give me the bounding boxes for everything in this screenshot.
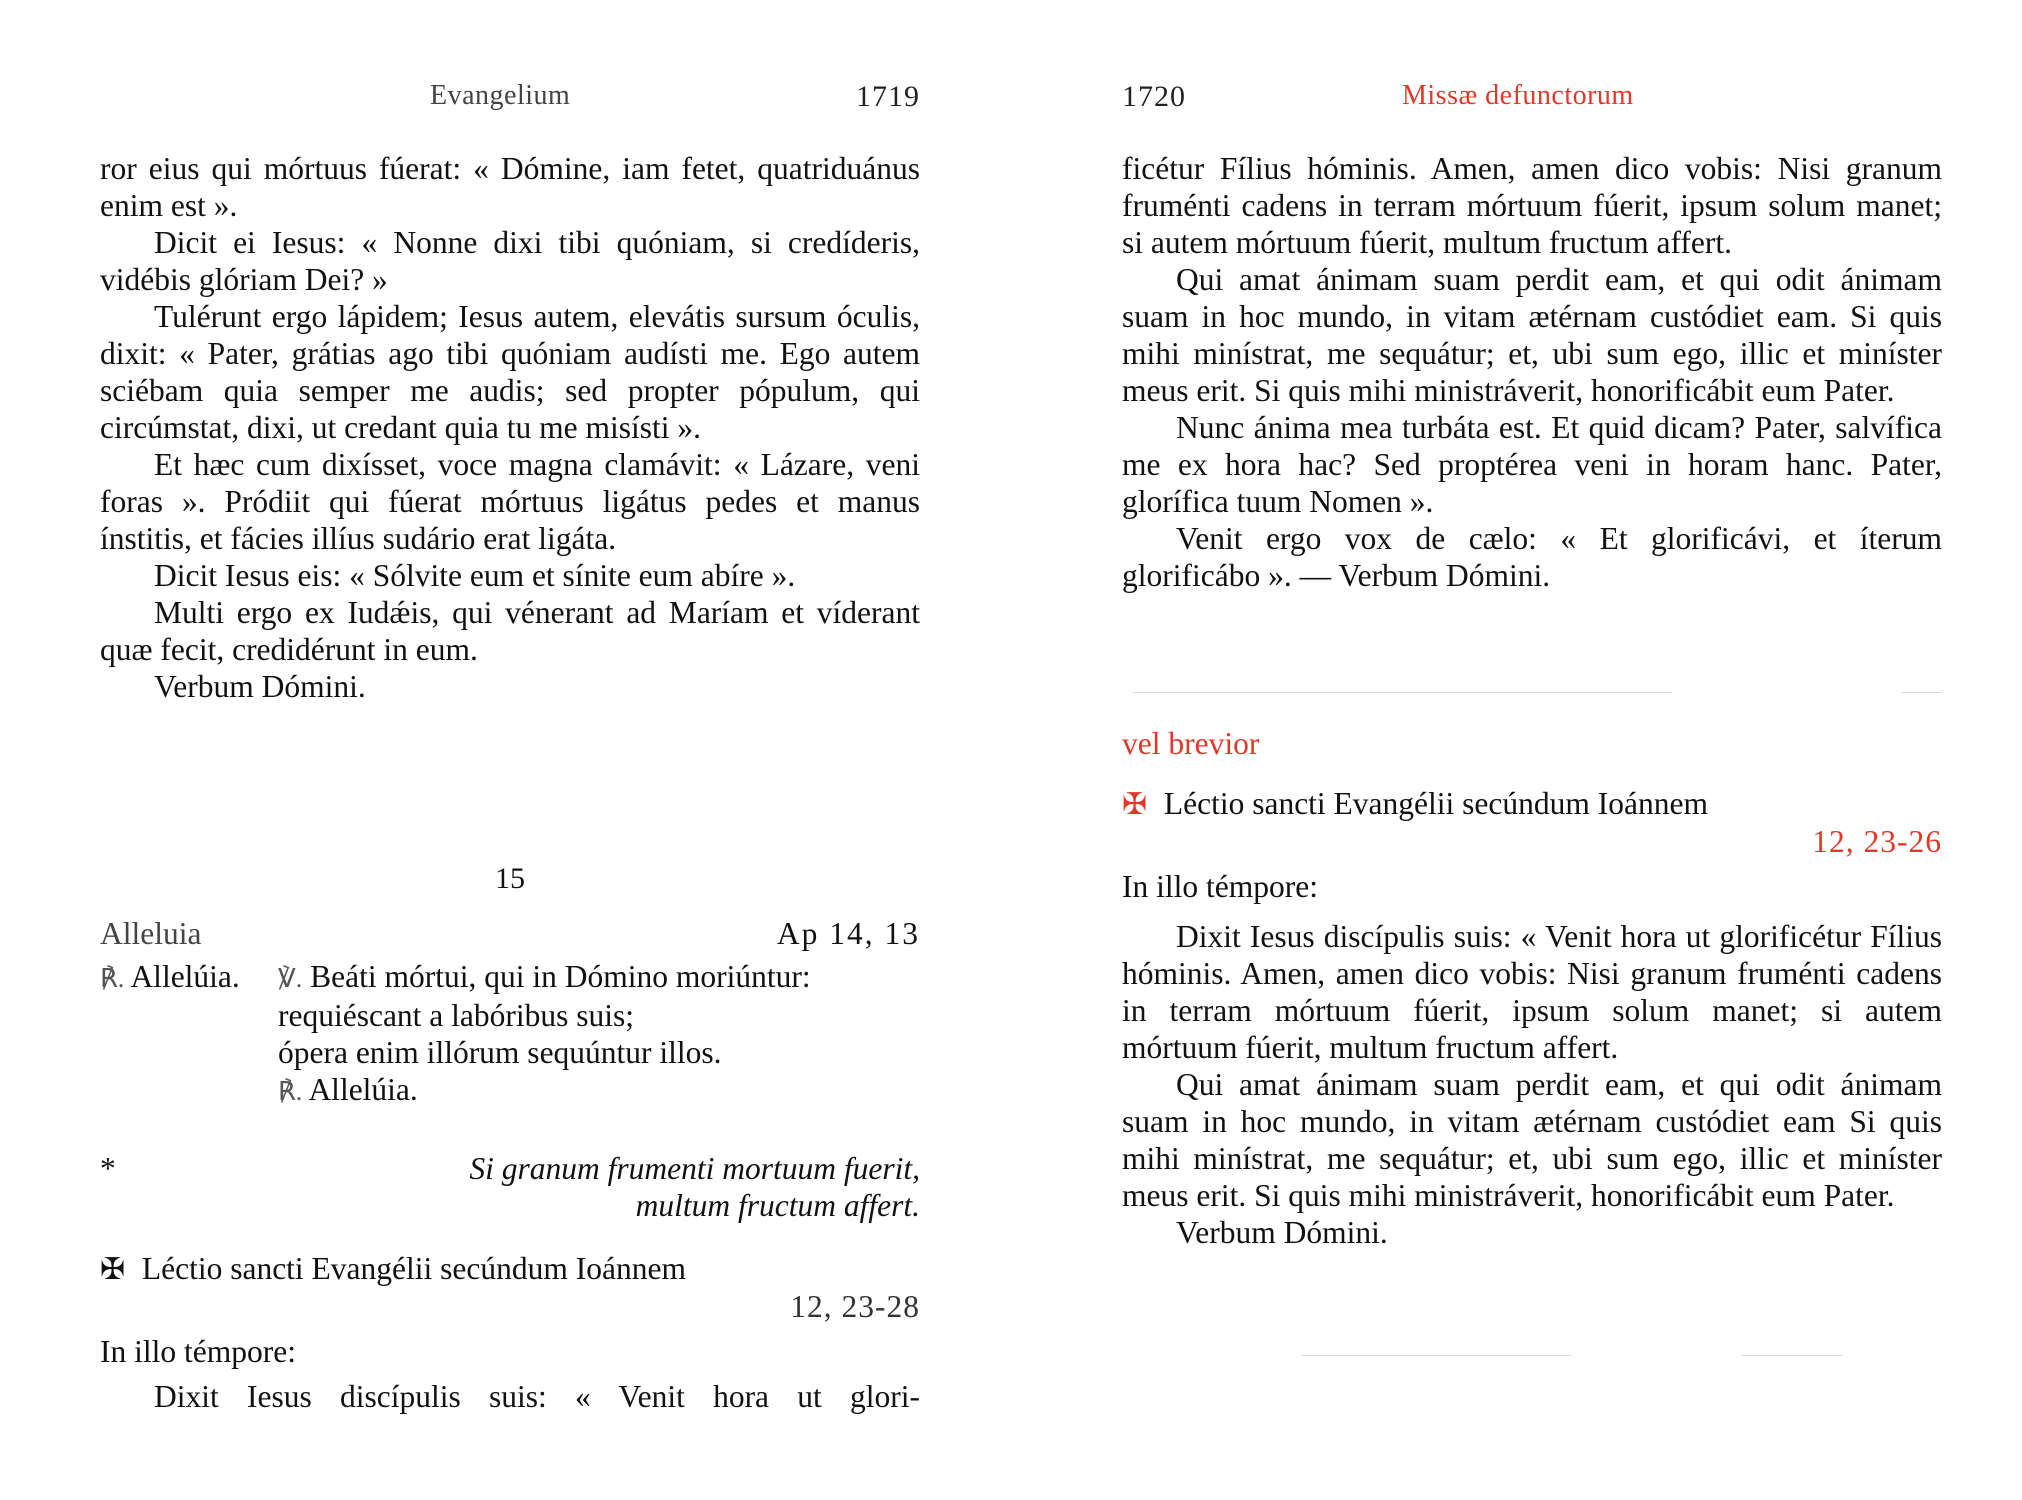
- brevior-text: [1122, 918, 1942, 1251]
- right-page: [1122, 0, 1942, 1500]
- verse-line: Beáti mórtui, qui in Dómino moriúntur:: [310, 959, 811, 994]
- paragraph: Qui amat ánimam suam perdit eam, et qui odit ánimam suam in hoc mundo, in vitam ætérnam custódiet eam Si quis mihi minístrat, me sequátur; et, ubi sum ego, illic et miníster meus erit. Si quis mihi ministráverit, honorificábit eum Pater.: [1122, 1067, 1942, 1213]
- cross-icon: ✠: [1122, 788, 1148, 821]
- lectio-section: [100, 1250, 920, 1415]
- cross-icon: ✠: [100, 1253, 126, 1286]
- paragraph: Et hæc cum dixísset, voce magna clamávit: « Lázare, veni foras ». Pródiit qui fúerat mórtuus ligátus pedes et manus ínstitis, et fácies illíus sudário erat ligáta.: [100, 447, 920, 556]
- paragraph: Dicit ei Iesus: « Nonne dixi tibi quóniam, si credíderis, vidébis glóriam Dei? »: [100, 225, 920, 297]
- right-page-header: [1122, 80, 1942, 120]
- paragraph: Tulérunt ergo lápidem; Iesus autem, elevátis sursum óculis, dixit: « Pater, grátias ago tibi quóniam audísti me. Ego autem sciébam quia semper me audis; sed propter pópulum, qui circúmstat, dixi, ut credant quia tu me misísti ».: [100, 299, 920, 445]
- asterisk: *: [100, 1151, 116, 1186]
- lectio-intro: In illo témpore:: [100, 1334, 296, 1369]
- divider: [1302, 1355, 1572, 1356]
- divider: [1742, 1355, 1842, 1356]
- vel-brevior: vel brevior: [1122, 726, 1260, 761]
- gospel-text: [100, 150, 920, 705]
- summary: [100, 1150, 920, 1224]
- alleluia-verse: [100, 958, 920, 1110]
- alleluia-reference: Ap 14, 13: [776, 916, 920, 951]
- alleluia-label: Alleluia: [100, 916, 202, 951]
- lectio-section: [1122, 785, 1942, 905]
- paragraph: ror eius qui mórtuus fúerat: « Dómine, iam fetet, quatriduánus enim est ».: [100, 151, 920, 223]
- response-symbol: ℟.: [100, 964, 125, 993]
- lectio-reference: 12, 23-26: [1812, 824, 1942, 859]
- verse-line: ópera enim illórum sequúntur illos.: [278, 1035, 722, 1070]
- versicle-symbol: ℣.: [278, 964, 303, 993]
- page-number: 1719: [856, 80, 920, 113]
- section-number: 15: [495, 862, 525, 895]
- alleluia-heading: [100, 915, 920, 952]
- verbum-domini: Verbum Dómini.: [1176, 1215, 1388, 1250]
- lectio-title: Léctio sancti Evangélii secúndum Ioánnem: [141, 1251, 686, 1286]
- paragraph: Qui amat ánimam suam perdit eam, et qui odit ánimam suam in hoc mundo, in vitam ætérnam custódiet eam. Si quis mihi minístrat, me sequátur; et, ubi sum ego, illic et miníster meus erit. Si quis mihi ministráverit, honorificábit eum Pater.: [1122, 262, 1942, 408]
- left-page: [100, 0, 920, 1500]
- paragraph: ficétur Fílius hóminis. Amen, amen dico vobis: Nisi granum fruménti cadens in terram mórtuum fúerit, ipsum solum manet; si autem mórtuum fúerit, multum fructum affert.: [1122, 151, 1942, 260]
- response-symbol: ℟.: [278, 1077, 303, 1106]
- verbum-domini: Verbum Dómini.: [154, 669, 366, 704]
- paragraph: Nunc ánima mea turbáta est. Et quid dicam? Pater, salvífica me ex hora hac? Sed proptérea veni in horam hanc. Pater, glorífica tuum Nomen ».: [1122, 410, 1942, 519]
- running-title: Evangelium: [430, 80, 571, 111]
- closing-response: Allelúia.: [308, 1072, 418, 1107]
- running-title: Missæ defunctorum: [1402, 80, 1634, 111]
- gospel-text: [1122, 150, 1942, 594]
- divider: [1902, 692, 1942, 693]
- alleluia-section: [100, 915, 920, 1110]
- divider: [1132, 692, 1672, 693]
- left-page-header: [100, 80, 920, 120]
- summary-line: multum fructum affert.: [635, 1188, 920, 1223]
- paragraph: Venit ergo vox de cælo: « Et glorificávi, et íterum glorificábo ». — Verbum Dómini.: [1122, 521, 1942, 593]
- summary-line: Si granum frumenti mortuum fuerit,: [469, 1151, 920, 1186]
- paragraph: Dixit Iesus discípulis suis: « Venit hora ut glori-: [154, 1379, 920, 1414]
- paragraph: Multi ergo ex Iudǽis, qui vénerant ad Maríam et víderant quæ fecit, credidérunt in eum.: [100, 595, 920, 667]
- lectio-title: Léctio sancti Evangélii secúndum Ioánnem: [1163, 786, 1708, 821]
- paragraph: Dixit Iesus discípulis suis: « Venit hora ut glorificétur Fílius hóminis. Amen, amen dico vobis: Nisi granum fruménti cadens in terram mórtuum fúerit, ipsum solum manet; si autem mórtuum fúerit, multum fructum affert.: [1122, 919, 1942, 1065]
- verse-line: requiéscant a labóribus suis;: [278, 998, 635, 1033]
- lectio-reference: 12, 23-28: [790, 1289, 920, 1324]
- lectio-intro: In illo témpore:: [1122, 869, 1318, 904]
- page-number: 1720: [1122, 80, 1186, 113]
- paragraph: Dicit Iesus eis: « Sólvite eum et sínite eum abíre ».: [154, 558, 796, 593]
- response-text: Allelúia.: [130, 959, 240, 994]
